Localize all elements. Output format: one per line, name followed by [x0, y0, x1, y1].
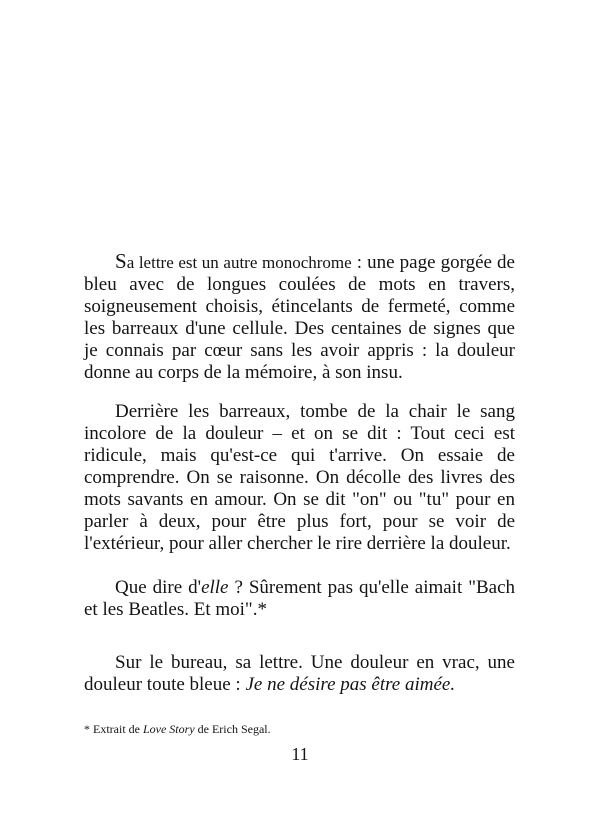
- paragraph-text-after: ? Sûrement pas qu'elle aimait "Bach et les Beatles. Et moi".*: [84, 577, 516, 620]
- paragraph-text: Derrière les barreaux, tombe de la chair le sang incolore de la douleur – et on se dit : Tout ceci est ridicule, mais qu'est-ce qui t'arrive. On essaie de comprendre. On se raisonne. On décolle des livres des mots savants en amour. On se dit "on" ou "tu" pour en parler à deux, pour être plus fort, pour se voir de l'extérieur, pour aller chercher le rire derrière la douleur.: [84, 401, 515, 554]
- italic-quote: Je ne désire pas être aimée.: [245, 674, 456, 695]
- footnote: [84, 722, 515, 736]
- drop-letter: S: [115, 249, 127, 273]
- paragraph-text-before: Que dire d': [115, 577, 202, 598]
- paragraph-behind-bars: [84, 401, 515, 555]
- page-number: 11: [291, 744, 309, 764]
- paragraph-what-to-say: [84, 577, 515, 621]
- paragraph-lead-text: a lettre est un autre monochrome: [126, 253, 352, 272]
- paragraph-text: : une page gorgée de bleu avec de longues coulées de mots en travers, soigneusement choisis, étincelants de fermeté, comme les barreaux d'une cellule. Des centaines de signes que je connais par cœur sans les avoir appris : la douleur donne au corps de la mémoire, à son insu.: [84, 252, 515, 383]
- paragraph-letter-monochrome: [84, 250, 515, 384]
- footnote-before: * Extrait de: [84, 722, 143, 736]
- paragraph-desk-letter: [84, 652, 515, 696]
- footnote-after: de Erich Segal.: [194, 722, 271, 736]
- italic-word-elle: elle: [201, 577, 229, 598]
- footnote-book-title: Love Story: [142, 722, 195, 736]
- paragraph-text-before: Sur le bureau, sa lettre. Une douleur en vrac, une douleur toute bleue :: [84, 652, 515, 695]
